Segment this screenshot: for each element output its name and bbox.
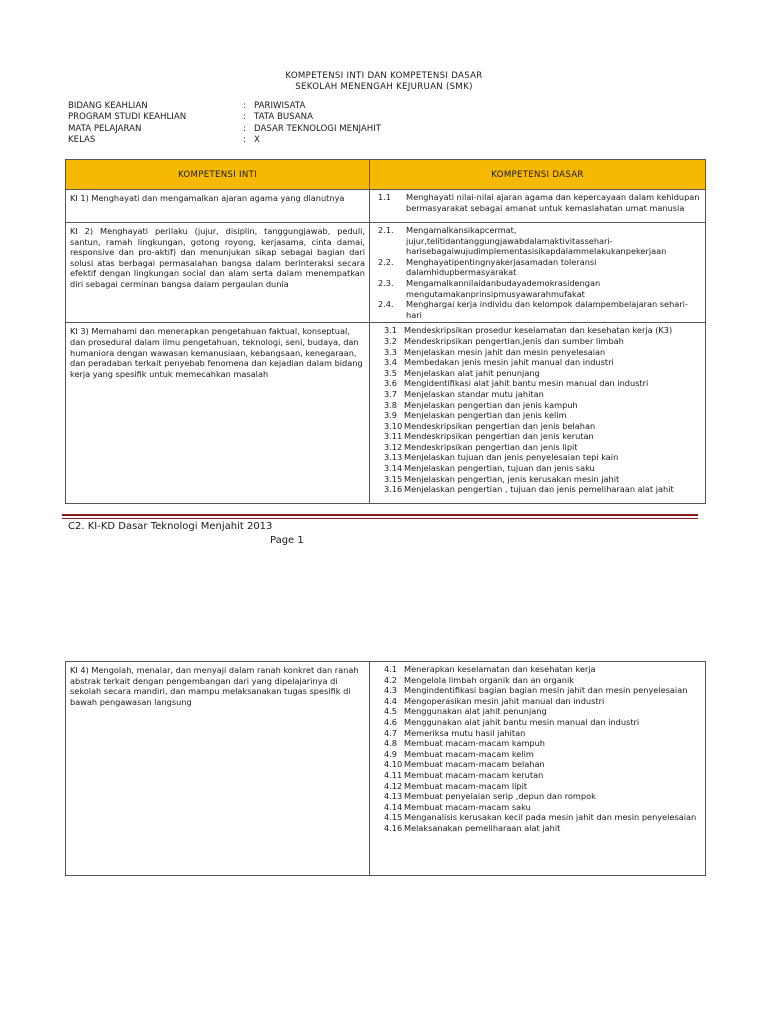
meta-value: TATA BUSANA bbox=[254, 112, 313, 123]
kd-number: 3.12 bbox=[384, 441, 403, 452]
meta-colon: : bbox=[243, 123, 246, 134]
table-row-ki4 bbox=[66, 662, 706, 876]
kd-item bbox=[374, 484, 701, 495]
kd-number: 4.12 bbox=[384, 780, 403, 791]
footer-divider-thin bbox=[62, 518, 698, 519]
kd-text: Menghargai kerja individu dan kelompok dalampembelajaran sehari-hari bbox=[406, 299, 688, 320]
kd-text: Menjelaskan alat jahit penunjang bbox=[404, 367, 540, 378]
kd-number: 3.15 bbox=[384, 473, 403, 484]
table-header-row bbox=[66, 160, 706, 190]
kd-number: 2.4. bbox=[378, 299, 394, 310]
kd-cell bbox=[370, 323, 706, 504]
kd-text: Menggunakan alat jahit bantu mesin manual dan industri bbox=[404, 716, 640, 727]
ki-code: KI 1) bbox=[70, 193, 89, 203]
kd-number: 4.6 bbox=[384, 716, 398, 727]
kd-item bbox=[374, 400, 701, 411]
kd-text: Membuat macam-macam kerutan bbox=[404, 769, 544, 780]
kd-number: 3.3 bbox=[384, 346, 398, 357]
kd-number: 4.2 bbox=[384, 674, 398, 685]
kd-item bbox=[374, 278, 701, 299]
kd-cell bbox=[370, 190, 706, 223]
meta-value: PARIWISATA bbox=[254, 101, 306, 111]
kd-item bbox=[374, 685, 701, 696]
ki-cell bbox=[66, 223, 370, 323]
kd-number: 3.5 bbox=[384, 367, 398, 378]
kd-item bbox=[374, 781, 701, 792]
kd-number: 2.3. bbox=[378, 277, 394, 288]
kd-text: Mengidentifikasi alat jahit bantu mesin manual dan industri bbox=[404, 378, 649, 389]
ki-text: Menghayati dan mengamalkan ajaran agama yang dianutnya bbox=[91, 193, 345, 203]
kd-item bbox=[374, 696, 701, 707]
footer-divider bbox=[62, 514, 698, 516]
kd-item bbox=[374, 389, 701, 400]
kd-item bbox=[374, 770, 701, 781]
kd-item bbox=[374, 347, 701, 358]
kd-item bbox=[374, 368, 701, 379]
column-header-kd: KOMPETENSI DASAR bbox=[370, 160, 706, 190]
kd-number: 4.11 bbox=[384, 769, 403, 780]
ki-text: Memahami dan menerapkan pengetahuan faktual, konseptual, dan prosedural dalam ilmu pengetahuan, teknologi, seni, budaya, dan humaniora dengan wawasan kemanusiaan, kebangsaan, kenegaraan, dan peradaban terkait penyebab fenomena dan kejadian dalam bidang kerja yang spesifik untuk memecahkan masalah bbox=[70, 326, 363, 379]
kd-item bbox=[374, 431, 701, 442]
kd-text: Menghayati nilai-nilai ajaran agama dan kepercayaan dalam kehidupan bermasyarakat sebagai amanat untuk kemaslahatan umat manusia bbox=[406, 192, 700, 213]
ki-kd-table bbox=[65, 159, 706, 504]
ki-code: KI 2) bbox=[70, 226, 94, 236]
kd-item bbox=[374, 823, 701, 834]
meta-label: BIDANG KEAHLIAN bbox=[68, 101, 148, 111]
kd-text: Membuat macam-macam saku bbox=[404, 801, 531, 812]
kd-item bbox=[374, 728, 701, 739]
kd-text: Menggunakan alat jahit penunjang bbox=[404, 706, 547, 717]
kd-text: Menjelaskan standar mutu jahitan bbox=[404, 388, 544, 399]
kd-text: Menjelaskan pengertian , tujuan dan jenis pemeliharaan alat jahit bbox=[404, 484, 674, 495]
kd-text: Mendeskripsikan prosedur keselamatan dan kesehatan kerja (K3) bbox=[404, 325, 673, 336]
kd-item bbox=[374, 442, 701, 453]
kd-item bbox=[374, 791, 701, 802]
kd-number: 3.6 bbox=[384, 378, 398, 389]
kd-item bbox=[374, 410, 701, 421]
kd-item bbox=[374, 675, 701, 686]
document-subtitle: SEKOLAH MENENGAH KEJURUAN (SMK) bbox=[295, 82, 473, 92]
kd-number: 4.3 bbox=[384, 685, 398, 696]
kd-text: Mendeskripsikan pengertian dan jenis belahan bbox=[404, 420, 596, 431]
kd-text: Melaksanakan pemeliharaan alat jahit bbox=[404, 822, 561, 833]
kd-number: 3.8 bbox=[384, 399, 398, 410]
kd-text: Mendeskripsikan pengertian dan jenis lipit bbox=[404, 441, 578, 452]
kd-number: 4.9 bbox=[384, 748, 398, 759]
kd-item bbox=[374, 474, 701, 485]
kd-item bbox=[374, 378, 701, 389]
kd-text: Menjelaskan pengertian dan jenis kelim bbox=[404, 410, 567, 421]
kd-text: Menerapkan keselamatan dan kesehatan kerja bbox=[404, 664, 596, 674]
kd-number: 1.1 bbox=[378, 192, 392, 202]
kd-number: 4.5 bbox=[384, 706, 398, 717]
kd-item bbox=[374, 759, 701, 770]
kd-number: 4.10 bbox=[384, 759, 403, 770]
kd-number: 3.4 bbox=[384, 357, 398, 368]
footer-page-number: Page 1 bbox=[270, 535, 304, 546]
kd-number: 4.14 bbox=[384, 801, 403, 812]
kd-text: Memeriksa mutu hasil jahitan bbox=[404, 727, 526, 738]
kd-text: Menjelaskan pengertian, tujuan dan jenis saku bbox=[404, 463, 595, 474]
kd-number: 3.9 bbox=[384, 410, 398, 421]
kd-number: 2.1. bbox=[378, 225, 394, 235]
ki-text: Mengolah, menalar, dan menyaji dalam ranah konkret dan ranah abstrak terkait dengan pengembangan dari yang dipelajarinya di sekolah secara mandiri, dan mampu melaksanakan tugas spesifik di bawah pengawasan langsung bbox=[70, 665, 359, 707]
kd-number: 3.7 bbox=[384, 388, 398, 399]
kd-item bbox=[374, 452, 701, 463]
kd-text: Menghayatipentingnyakerjasamadan toleransi dalamhidupbermasyarakat bbox=[406, 256, 597, 278]
kd-text: Mendeskripsikan pengertian dan jenis kerutan bbox=[404, 431, 594, 442]
ki-cell bbox=[66, 190, 370, 223]
kd-text: Mengamalkannilaidanbudayademokrasidengan mengutamakanprinsipmusyawarahmufakat bbox=[406, 277, 601, 299]
kd-text: Mengelola limbah organik dan an organik bbox=[404, 674, 574, 685]
kd-item bbox=[374, 706, 701, 717]
kd-number: 4.16 bbox=[384, 822, 403, 833]
ki-text: Menghayati perilaku (jujur, disiplin, tanggungjawab, peduli, santun, ramah lingkungan, gotong royong, kerjasama, cinta damai, responsive dan pro-aktif) dan menunjukan sikap sebagai bagian dari solusi atas berbagai permasalahan bangsa dalam berinteraksi secara efektif dengan lingkungan social dan alam serta dalam menempatkan diri sebagai cerminan bangsa dalam pergaulan dunia bbox=[70, 226, 365, 289]
kd-item bbox=[374, 421, 701, 432]
kd-item bbox=[374, 357, 701, 368]
kd-number: 2.2. bbox=[378, 256, 394, 267]
meta-label: PROGRAM STUDI KEAHLIAN bbox=[68, 112, 187, 123]
kd-item bbox=[374, 749, 701, 760]
kd-number: 3.10 bbox=[384, 420, 403, 431]
kd-text: Membuat macam-macam belahan bbox=[404, 759, 545, 770]
kd-number: 3.11 bbox=[384, 431, 403, 442]
kd-text: Mendeskripsikan pengertian,jenis dan sumber limbah bbox=[404, 335, 624, 346]
kd-item bbox=[374, 738, 701, 749]
meta-colon: : bbox=[243, 101, 246, 111]
kd-text: Mengamalkansikapcermat, jujur,telitidantanggungjawabdalamaktivitassehari-harisebagaiwujudimplementasisikapdalammelakukanpekerjaan bbox=[406, 225, 667, 257]
kd-text: Mengindentifikasi bagian bagian mesin jahit dan mesin penyelesaian bbox=[404, 685, 688, 696]
kd-item bbox=[374, 192, 701, 213]
kd-text: Membuat macam-macam kampuh bbox=[404, 738, 545, 749]
kd-cell bbox=[370, 662, 706, 876]
kd-number: 4.4 bbox=[384, 695, 398, 706]
ki-code: KI 3) bbox=[70, 326, 89, 337]
kd-number: 3.1 bbox=[384, 325, 398, 336]
footer-document-title: C2. KI-KD Dasar Teknologi Menjahit 2013 bbox=[68, 521, 273, 532]
kd-text: Mengoperasikan mesin jahit manual dan industri bbox=[404, 695, 605, 706]
kd-item bbox=[374, 325, 701, 336]
meta-label: KELAS bbox=[68, 135, 96, 146]
kd-item bbox=[374, 812, 701, 823]
kd-number: 3.16 bbox=[384, 484, 403, 495]
kd-text: Menjelaskan pengertian, jenis kerusakan mesin jahit bbox=[404, 473, 620, 484]
meta-value: X bbox=[254, 135, 260, 146]
kd-text: Membuat macam-macam kelim bbox=[404, 748, 534, 759]
kd-number: 4.15 bbox=[384, 812, 403, 823]
kd-item bbox=[374, 225, 701, 257]
kd-text: Menjelaskan pengertian dan jenis kampuh bbox=[404, 399, 578, 410]
meta-colon: : bbox=[243, 135, 246, 146]
ki-code: KI 4) bbox=[70, 665, 89, 675]
kd-number: 3.2 bbox=[384, 335, 398, 346]
kd-number: 4.13 bbox=[384, 791, 403, 802]
kd-text: Menganalisis kerusakan kecil pada mesin jahit dan mesin penyelesaian bbox=[404, 812, 697, 823]
kd-cell bbox=[370, 223, 706, 323]
kd-number: 3.14 bbox=[384, 463, 403, 474]
kd-text: Membuat penyelaian serip ,depun dan rompok bbox=[404, 791, 596, 802]
kd-item bbox=[374, 664, 701, 675]
kd-item bbox=[374, 802, 701, 813]
kd-text: Membuat macam-macam lipit bbox=[404, 780, 528, 791]
kd-number: 4.8 bbox=[384, 738, 398, 749]
meta-value: DASAR TEKNOLOGI MENJAHIT bbox=[254, 123, 382, 134]
table-row-ki1 bbox=[66, 190, 706, 223]
kd-text: Membedakan jenis mesin jahit manual dan industri bbox=[404, 357, 614, 368]
kd-item bbox=[374, 257, 701, 278]
meta-label: MATA PELAJARAN bbox=[68, 123, 142, 134]
meta-colon: : bbox=[243, 112, 246, 123]
kd-number: 4.7 bbox=[384, 727, 398, 738]
kd-number: 3.13 bbox=[384, 452, 403, 463]
kd-item bbox=[374, 717, 701, 728]
ki-kd-table-continued bbox=[65, 661, 706, 876]
kd-item bbox=[374, 299, 701, 320]
table-row-ki3 bbox=[66, 323, 706, 504]
kd-item bbox=[374, 336, 701, 347]
table-row-ki2 bbox=[66, 223, 706, 323]
kd-text: Menjelaskan mesin jahit dan mesin penyelesaian bbox=[404, 346, 606, 357]
kd-number: 4.1 bbox=[384, 664, 398, 674]
ki-cell bbox=[66, 323, 370, 504]
kd-item bbox=[374, 463, 701, 474]
ki-cell bbox=[66, 662, 370, 876]
document-title: KOMPETENSI INTI DAN KOMPETENSI DASAR bbox=[285, 71, 483, 81]
kd-text: Menjelaskan tujuan dan jenis penyelesaian tepi kain bbox=[404, 452, 619, 463]
column-header-ki: KOMPETENSI INTI bbox=[66, 160, 370, 190]
